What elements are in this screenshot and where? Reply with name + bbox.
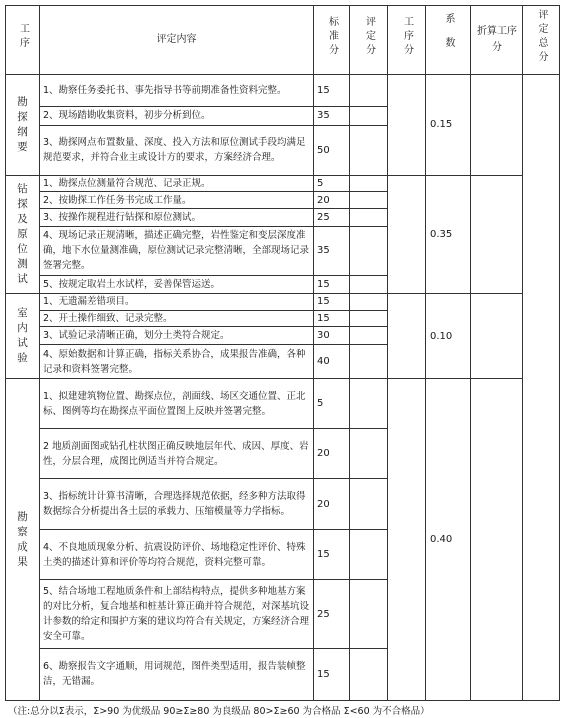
header-assess: 评定分 [350,6,388,75]
assess-cell [350,530,388,580]
header-converted: 折算工序分 [471,6,523,75]
row-content: 6、勘察报告文字通顺，用词规范，图件类型适用，报告装帧整洁，无错漏。 [40,648,314,700]
converted-cell [471,175,523,294]
section-cell: 勘探纲要 [6,74,40,175]
header-content: 评定内容 [40,6,314,75]
row-content: 2、现场踏勘收集资料，初步分析到位。 [40,106,314,125]
row-score: 15 [314,294,350,311]
row-content: 3、按操作规程进行钻探和原位测试。 [40,208,314,226]
assess-cell [350,125,388,175]
table-row [6,175,560,192]
row-score: 40 [314,345,350,379]
evaluation-table [5,5,560,701]
assess-cell [350,345,388,379]
process-score-cell [388,175,426,294]
table-row [6,294,560,311]
row-score: 20 [314,192,350,209]
row-content: 3、指标统计计算书清晰，合理选择规范依据，经多种方法取得数据综合分析提出各土层的承载力、压缩模量等力学指标。 [40,479,314,530]
row-score: 15 [314,530,350,580]
assess-cell [350,294,388,311]
row-content: 1、勘探点位测量符合规范、记录正规。 [40,175,314,192]
process-score-cell [388,294,426,379]
row-score: 15 [314,74,350,106]
header-process-score: 工序分 [388,6,426,75]
assess-cell [350,310,388,327]
row-score: 5 [314,379,350,429]
row-score: 30 [314,327,350,345]
section-cell: 勘察成果 [6,379,40,701]
assess-cell [350,648,388,700]
row-score: 25 [314,580,350,649]
coefficient-cell: 0.35 [426,175,471,294]
process-score-cell [388,379,426,701]
row-score: 25 [314,208,350,226]
section-cell: 钻探及原位测试 [6,175,40,294]
coefficient-cell: 0.40 [426,379,471,701]
coefficient-cell: 0.10 [426,294,471,379]
row-content: 5、结合场地工程地质条件和上部结构特点，提供多种地基方案的对比分析，复合地基和桩基计算正确并符合规范，对深基坑设计参数的给定和围护方案的建议均符合有关规定，方案经济合理安全可靠。 [40,580,314,649]
assess-cell [350,479,388,530]
row-score: 15 [314,276,350,294]
assess-cell [350,106,388,125]
converted-cell [471,74,523,175]
process-score-cell [388,74,426,175]
header-total: 评定总分 [523,6,560,75]
converted-cell [471,379,523,701]
table-row [6,379,560,429]
assess-cell [350,74,388,106]
row-content: 4、现场记录正规清晰，描述正确完整，岩性鉴定和变层深度准确，地下水位量测准确，原位测试记录完整清晰，全部现场记录签署完整。 [40,226,314,276]
coefficient-cell: 0.15 [426,74,471,175]
assess-cell [350,327,388,345]
header-standard: 标准分 [314,6,350,75]
assess-cell [350,580,388,649]
row-score: 35 [314,226,350,276]
header-row [6,6,560,75]
table-row [6,74,560,106]
row-score: 50 [314,125,350,175]
row-score: 15 [314,310,350,327]
assess-cell [350,276,388,294]
row-score: 20 [314,479,350,530]
footnote: （注:总分以Σ表示，Σ>90 为优级品 90≥Σ≥80 为良级品 80>Σ≥60 为合格品 Σ<60 为不合格品） [8,706,430,717]
row-content: 4、不良地质现象分析、抗震设防评价、场地稳定性评价、特殊土类的描述计算和评价等均符合规范，资料完整可靠。 [40,530,314,580]
row-content: 2、按勘探工作任务书完成工作量。 [40,192,314,209]
section-cell: 室内试验 [6,294,40,379]
row-score: 35 [314,106,350,125]
row-content: 3、试验记录清晰正确，划分土类符合规定。 [40,327,314,345]
assess-cell [350,379,388,429]
row-content: 1、拟建建筑物位置、勘探点位，剖面线、场区交通位置、正北标、图例等均在勘探点平面位置图上反映并签署完整。 [40,379,314,429]
converted-cell [471,294,523,379]
row-content: 4、原始数据和计算正确，指标关系协合，成果报告准确，各种记录和资料签署完整。 [40,345,314,379]
row-score: 15 [314,648,350,700]
header-section: 工序 [6,6,40,75]
row-content: 2、开土操作细致、记录完整。 [40,310,314,327]
row-content: 3、勘探网点布置数量、深度、投入方法和原位测试手段均满足规范要求，并符合业主或设计方的要求，方案经济合理。 [40,125,314,175]
assess-cell [350,226,388,276]
assess-cell [350,208,388,226]
row-content: 2 地质剖面图或钻孔柱状图正确反映地层年代、成因、厚度、岩性，分层合理，成图比例适当并符合规定。 [40,429,314,479]
assess-cell [350,192,388,209]
row-content: 1、无遗漏差错项目。 [40,294,314,311]
total-cell [523,74,560,700]
assess-cell [350,429,388,479]
row-score: 5 [314,175,350,192]
row-content: 1、勘察任务委托书、事先指导书等前期准备性资料完整。 [40,74,314,106]
header-coefficient: 系数 [426,6,471,75]
assess-cell [350,175,388,192]
row-content: 5、按规定取岩土水试样，妥善保管运送。 [40,276,314,294]
row-score: 20 [314,429,350,479]
